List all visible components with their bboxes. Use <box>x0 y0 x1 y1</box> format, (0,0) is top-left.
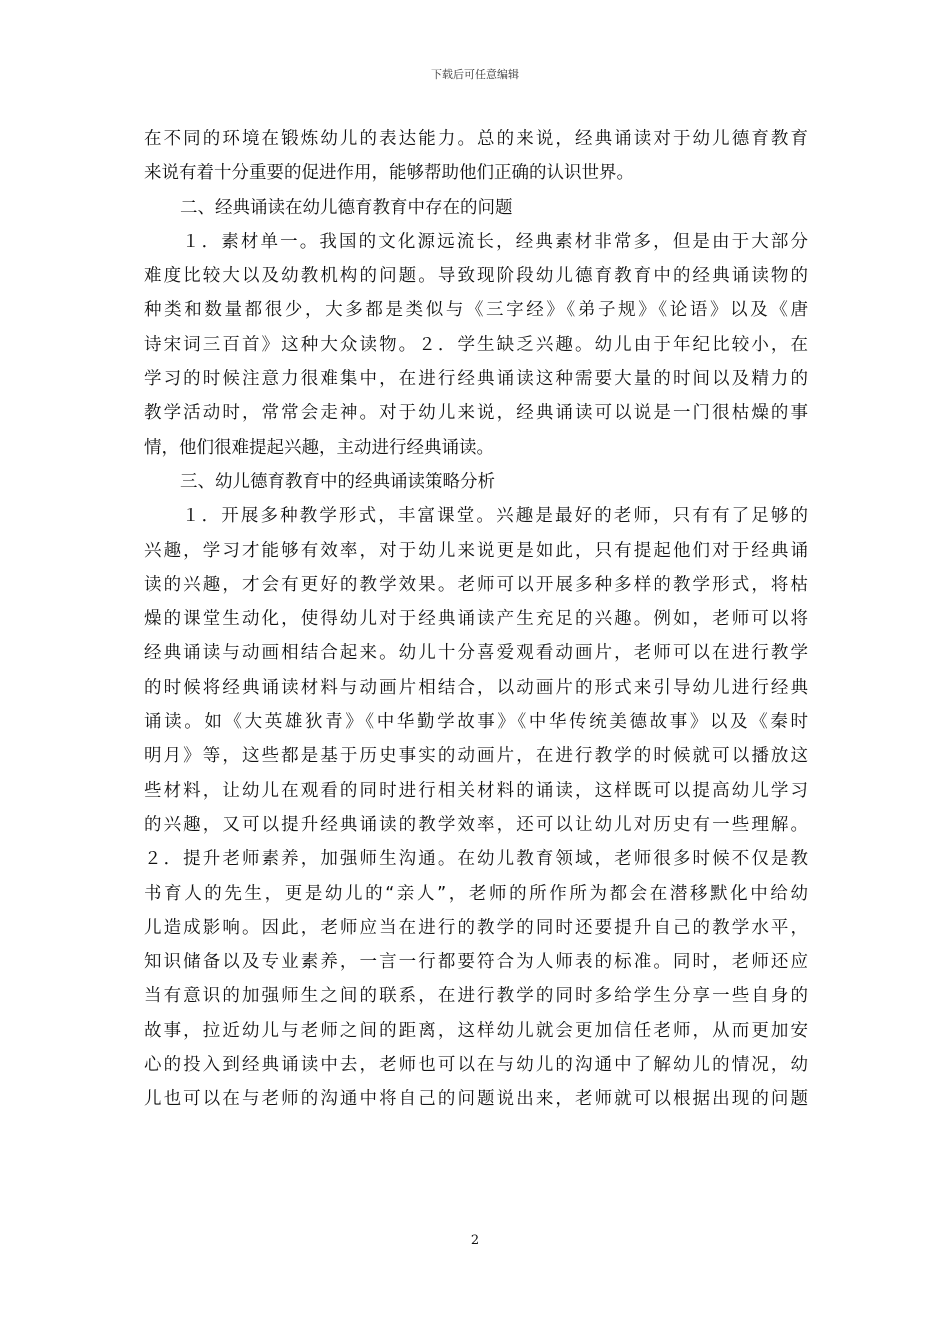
text-line: ２．提升老师素养，加强师生沟通。在幼儿教育领域，老师很多时候不仅是教 <box>144 849 808 870</box>
text-line: 儿造成影响。因此，老师应当在进行的教学的同时还要提升自己的教学水平， <box>144 917 808 938</box>
text-line: 的时候将经典诵读材料与动画片相结合，以动画片的形式来引导幼儿进行经典 <box>144 677 808 698</box>
text-line: 的兴趣，又可以提升经典诵读的教学效率，还可以让幼儿对历史有一些理解。 <box>144 814 808 835</box>
page-header: 下载后可任意编辑 <box>431 68 519 81</box>
text-line: 难度比较大以及幼教机构的问题。导致现阶段幼儿德育教育中的经典诵读物的 <box>144 266 808 287</box>
text-line: 兴趣，学习才能够有效率，对于幼儿来说更是如此，只有提起他们对于经典诵 <box>144 540 808 561</box>
page-number: 2 <box>470 1233 480 1248</box>
text-line: 教学活动时，常常会走神。对于幼儿来说，经典诵读可以说是一门很枯燥的事 <box>144 403 808 424</box>
text-line: 心的投入到经典诵读中去，老师也可以在与幼儿的沟通中了解幼儿的情况，幼 <box>144 1055 808 1076</box>
text-line: 当有意识的加强师生之间的联系，在进行教学的同时多给学生分享一些自身的 <box>144 986 808 1007</box>
text-line: 读的兴趣，才会有更好的教学效果。老师可以开展多种多样的教学形式，将枯 <box>144 574 808 595</box>
text-line: 学习的时候注意力很难集中，在进行经典诵读这种需要大量的时间以及精力的 <box>144 369 808 390</box>
text-line: 诗宋词三百首》这种大众读物。２．学生缺乏兴趣。幼儿由于年纪比较小，在 <box>144 334 808 355</box>
text-line: １．素材单一。我国的文化源远流长，经典素材非常多，但是由于大部分 <box>182 231 808 252</box>
text-line: 知识储备以及专业素养，一言一行都要符合为人师表的标准。同时，老师还应 <box>144 952 808 973</box>
text-line: 书育人的先生，更是幼儿的“亲人”，老师的所作所为都会在潜移默化中给幼 <box>144 883 808 904</box>
text-line: 些材料，让幼儿在观看的同时进行相关材料的诵读，这样既可以提高幼儿学习 <box>144 780 808 801</box>
text-line: 诵读。如《大英雄狄青》《中华勤学故事》《中华传统美德故事》以及《秦时 <box>144 712 808 733</box>
text-line: 种类和数量都很少，大多都是类似与《三字经》《弟子规》《论语》以及《唐 <box>144 300 808 321</box>
text-line: 在不同的环境在锻炼幼儿的表达能力。总的来说，经典诵读对于幼儿德育教育 <box>144 129 808 149</box>
text-line: 燥的课堂生动化，使得幼儿对于经典诵读产生充足的兴趣。例如，老师可以将 <box>144 609 808 630</box>
text-line: 来说有着十分重要的促进作用，能够帮助他们正确的认识世界。 <box>144 163 634 184</box>
text-line: 情，他们很难提起兴趣，主动进行经典诵读。 <box>144 437 494 458</box>
document-body <box>144 122 808 1117</box>
section-heading: 二、经典诵读在幼儿德育教育中存在的问题 <box>180 197 513 218</box>
text-line: 明月》等，这些都是基于历史事实的动画片，在进行教学的时候就可以播放这 <box>144 746 808 767</box>
text-line: 经典诵读与动画相结合起来。幼儿十分喜爱观看动画片，老师可以在进行教学 <box>144 643 808 664</box>
text-line: 儿也可以在与老师的沟通中将自己的问题说出来，老师就可以根据出现的问题 <box>144 1089 808 1110</box>
section-heading: 三、幼儿德育教育中的经典诵读策略分析 <box>180 471 495 492</box>
text-line: 故事，拉近幼儿与老师之间的距离，这样幼儿就会更加信任老师，从而更加安 <box>144 1020 808 1041</box>
text-line: １．开展多种教学形式，丰富课堂。兴趣是最好的老师，只有有了足够的 <box>182 506 808 527</box>
